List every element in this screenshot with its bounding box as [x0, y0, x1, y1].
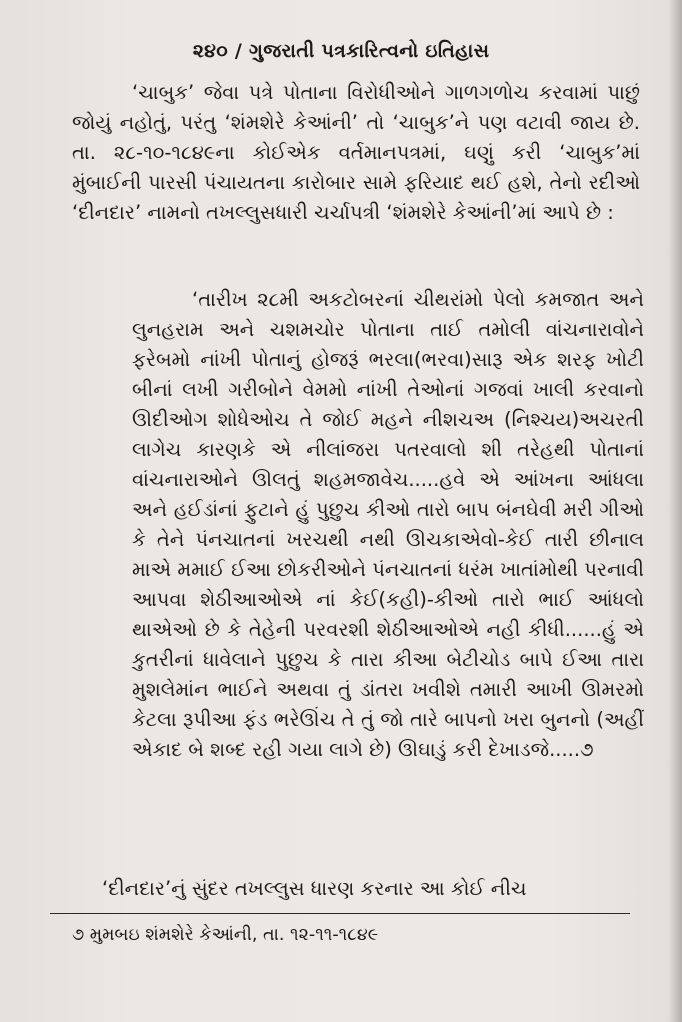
intro-text: ‘ચાબુક’ જેવા પત્રે પોતાના વિરોધીઓને ગાળગળોચ કરવામાં પાછું જોયું નહોતું, પરંતુ ‘શંમશેરે કેઆંની’ તો ‘ચાબુક’ને પણ વટાવી જાય છે. તા. ૨૮-૧૦-૧૮૪૯ના કોઈએક વર્તમાનપત્રમાં, ઘણું કરી ‘ચાબુક’માં મુંબાઈની પારસી પંચાયતના કારોબાર સામે ફરિયાદ થઈ હશે, તેનો રદીઓ ‘દીનદાર’ નામનો તખલ્લુસધારી ચર્ચાપત્રી ‘શંમશેરે કેઆંની’માં આપે છે : [72, 81, 640, 224]
page-binding-shadow [668, 0, 682, 1022]
running-header: ૨૪૦ / ગુજરાતી પત્રકારિત્વનો ઇતિહાસ [192, 40, 490, 62]
footnote-divider [50, 913, 630, 914]
closing-line: ‘દીનદાર’નું સુંદર તખલ્લુસ ધારણ કરનાર આ કોઈ નીચ [102, 877, 527, 900]
quote-text: ‘તારીખ ૨૮મી અકટોબરનાં ચીથરાંમો પેલો કમજાત અને લુનહરામ અને ચશમચોર પોતાના તાઈ તમોલી વાંચનારાવોને ફરેબમો નાંખી પોતાનું હોજરૂં ભરલા(ભરવા)સારૂ એક શરફ ખોટી બીનાં લખી ગરીબોને વેમમો નાંખી તેઓનાં ગજવાં ખાલી કરવાનો ઊદીઓગ શોધેઓચ તે જોઈ મહને નીશચઅ (નિશ્ચય)અચરતી લાગેચ કારણકે એ નીલાંજરા પતરવાલો શી તરેહથી પોતાનાં વાંચનારાઓને ઊલતું શહમજાવેચ.....હવે એ આંખના આંધલા અને હઈડાંનાં ફુટાને હું પુછુચ કીઓ તારો બાપ બંનઘેવી મરી ગીઓ કે તેને પંનચાતનાં ખરચથી નથી ઊચકાએવો-કેઈ તારી છીનાલ માએ મમાઈ ઈઆ છોકરીઓને પંનચાતનાં ધરંમ ખાતાંમોથી પરનાવી આપવા શેઠીઆઓએ નાં કેઈ(કહી)-કીઓ તારો ભાઈ આંધલો થાએઓ છે કે તેહેની પરવરશી શેઠીઆઓએ નહી કીધી......હું એ કુતરીનાં ધાવેલાને પુછુચ કે તારા કીઆ બેટીચોડ બાપે ઈઆ તારા મુશલેમાંન ભાઈને અથવા તું ડાંતરા ખવીશે તમારી આખી ઊમરમો કેટલા રૂપીઆ ફંડ ભરેઊંચ તે તું જો તારે બાપનો ખરા બુનનો (અહીં એકાદ બે શબ્દ રહી ગયા લાગે છે) ઊઘાડું કરી દેખાડજે.....૭ [132, 288, 644, 761]
block-quote [132, 285, 644, 765]
intro-paragraph [72, 78, 640, 228]
footnote: ૭ મુમબઇ શંમશેરે કેઆંની, તા. ૧૨-૧૧-૧૮૪૯ [72, 925, 379, 945]
